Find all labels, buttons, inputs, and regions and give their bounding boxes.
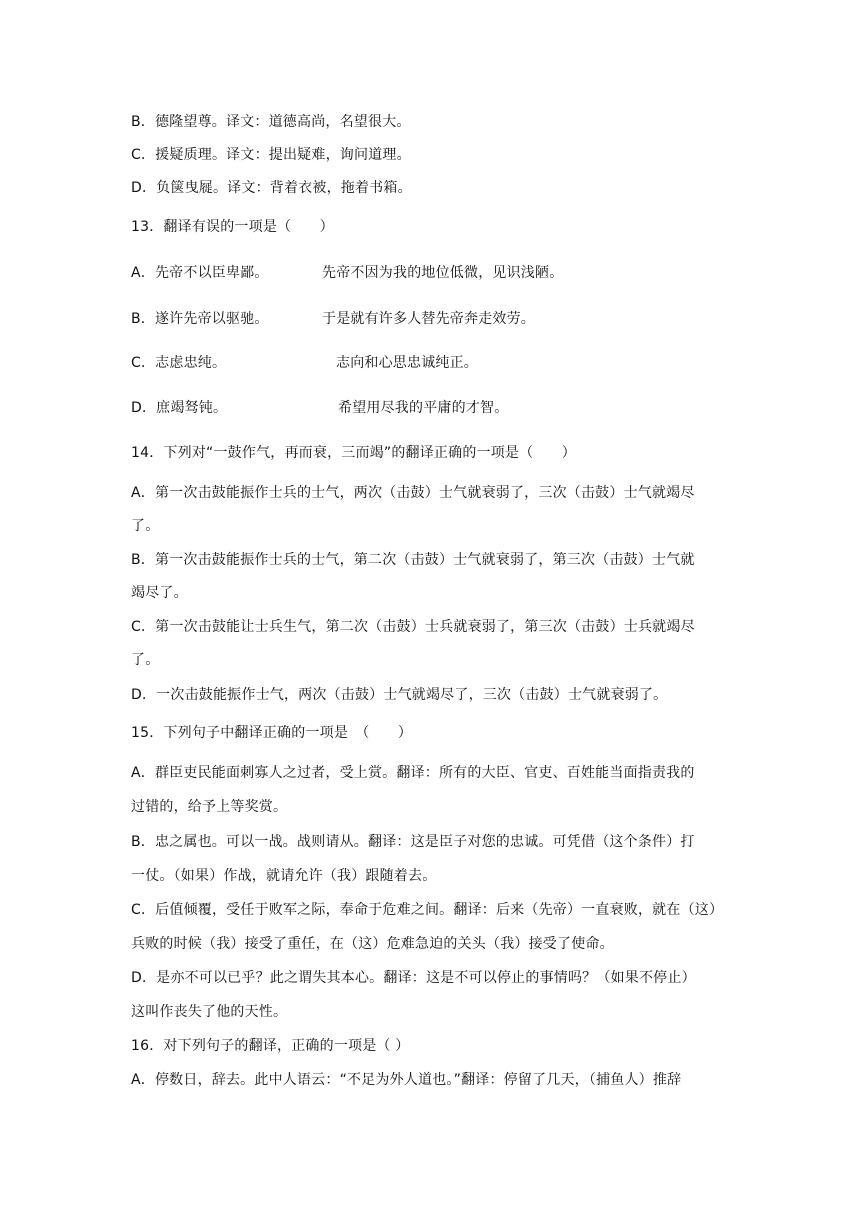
q13-option-d-source: D．庶竭驽钝。 [131,400,228,416]
q13-option-b [131,309,535,329]
q15-option-c-line2: 兵败的时候（我）接受了重任，在（这）危难急迫的关头（我）接受了使命。 [131,936,614,952]
q13-option-b-source: B．遂许先帝以驱驰。 [131,311,269,327]
q13-option-a-source: A．先帝不以臣卑鄙。 [131,265,269,281]
q13-option-a [131,263,564,283]
q15-option-c-line1: C．后值倾覆，受任于败军之际，奉命于危难之间。翻译：后来（先帝）一直衰败，就在（这） [131,902,724,918]
q14-option-b-line1: B．第一次击鼓能振作士兵的士气，第二次（击鼓）士气就衰弱了，第三次（击鼓）士气就 [131,552,695,568]
q15-option-d-line1: D．是亦不可以已乎？此之谓失其本心。翻译：这是不可以停止的事情吗？（如果不停止） [131,970,696,986]
q14-stem: 14．下列对“一鼓作气，再而衰，三而竭”的翻译正确的一项是（ ） [131,445,576,461]
q13-stem: 13．翻译有误的一项是（ ） [131,219,334,235]
q15-stem: 15．下列句子中翻译正确的一项是 （ ） [131,725,413,741]
q13-option-b-translation: 于是就有许多人替先帝奔走效劳。 [322,311,535,327]
q15-option-a-line1: A．群臣吏民能面刺寡人之过者，受上赏。翻译：所有的大臣、官吏、百姓能当面指责我的 [131,765,695,781]
q14-option-b-line2: 竭尽了。 [131,585,188,601]
q15-option-b-line2: 一仗。（如果）作战，就请允许（我）跟随着去。 [131,868,437,884]
q12-option-c: C．援疑质理。译文：提出疑难，询问道理。 [131,147,411,163]
q14-option-a-line1: A．第一次击鼓能振作士兵的士气，两次（击鼓）士气就衰弱了，三次（击鼓）士气就竭尽 [131,485,695,501]
q14-option-d: D．一次击鼓能振作士气，两次（击鼓）士气就竭尽了，三次（击鼓）士气就衰弱了。 [131,687,668,703]
q12-option-b: B．德隆望尊。译文：道德高尚，名望很大。 [131,114,411,130]
q13-option-a-translation: 先帝不因为我的地位低微，见识浅陋。 [322,265,564,281]
q15-option-b-line1: B．忠之属也。可以一战。战则请从。翻译：这是臣子对您的忠诚。可凭借（这个条件）打 [131,834,695,850]
q14-option-a-line2: 了。 [131,518,160,534]
q12-option-d: D．负箧曳屣。译文：背着衣被，拖着书箱。 [131,180,412,196]
q13-option-c-source: C．志虑忠纯。 [131,355,227,371]
q14-option-c-line1: C．第一次击鼓能让士兵生气，第二次（击鼓）士兵就衰弱了，第三次（击鼓）士兵就竭尽 [131,619,695,635]
q15-option-d-line2: 这叫作丧失了他的天性。 [131,1004,288,1020]
q13-option-c-translation: 志向和心思忠诚纯正。 [336,355,478,371]
q14-option-c-line2: 了。 [131,652,160,668]
q13-option-d-translation: 希望用尽我的平庸的才智。 [338,400,509,416]
q16-stem: 16．对下列句子的翻译，正确的一项是（ ） [131,1038,410,1054]
q16-option-a-line1: A．停数日，辞去。此中人语云：“不足为外人道也。”翻译：停留了几天，（捕鱼人）推辞 [131,1072,682,1088]
q13-option-d [131,398,509,418]
q13-option-c [131,353,478,373]
q15-option-a-line2: 过错的，给予上等奖赏。 [131,799,288,815]
